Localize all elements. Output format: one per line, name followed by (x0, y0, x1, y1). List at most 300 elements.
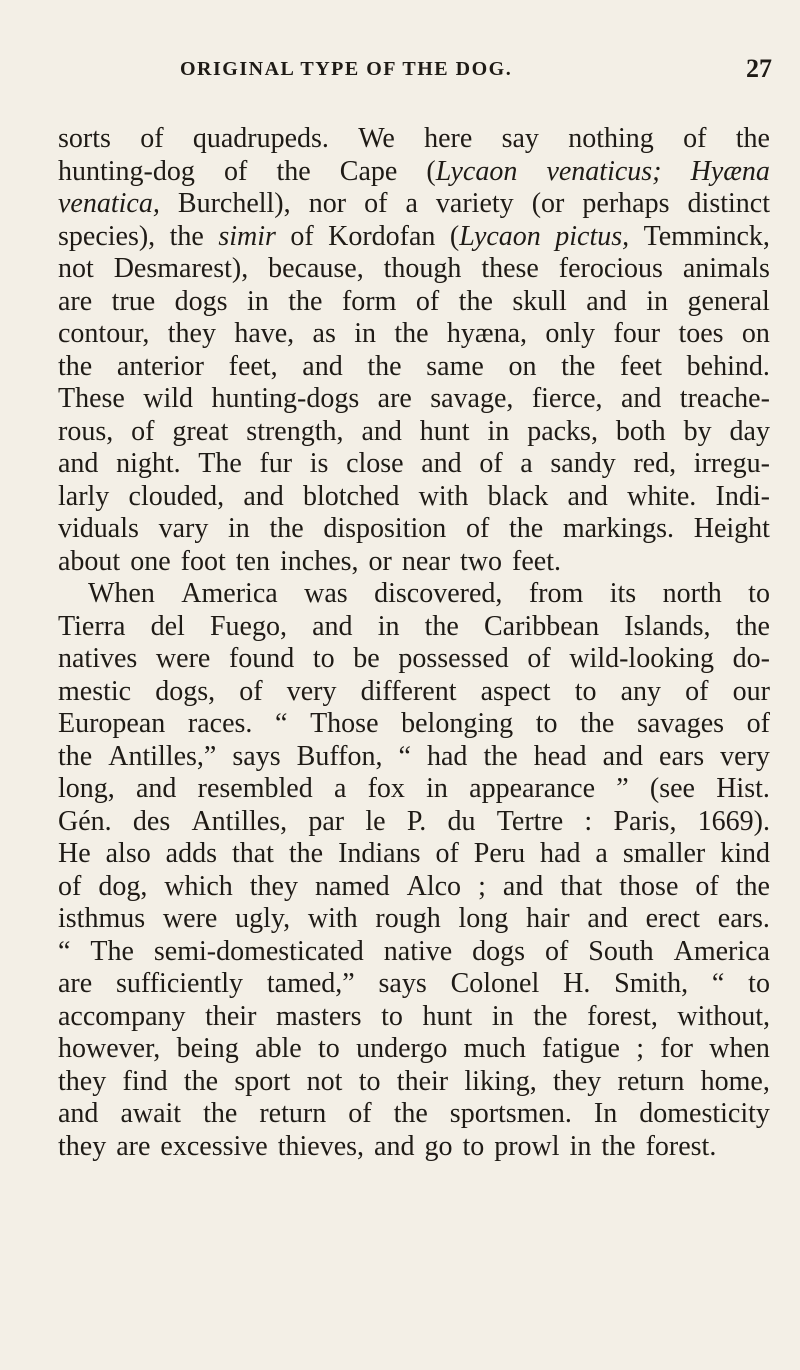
word: that (560, 870, 603, 902)
word: venaticus; (546, 155, 662, 187)
word: ugly, (235, 903, 291, 934)
word: viduals (58, 513, 139, 544)
word: markings. (562, 513, 675, 544)
word: do- (732, 643, 770, 674)
word: a (595, 838, 608, 869)
word: Antilles,” (108, 740, 217, 772)
word: red, (633, 448, 677, 479)
word: are (58, 285, 93, 317)
text-line (58, 838, 770, 871)
word: (see (649, 773, 695, 804)
word: was (304, 578, 348, 609)
word: named (314, 870, 390, 902)
word: says (378, 968, 427, 999)
word: a (520, 448, 533, 479)
page-number: 27 (746, 54, 772, 83)
word: though (383, 253, 462, 284)
word: about (58, 545, 121, 577)
word: to (748, 578, 770, 609)
text-line (58, 221, 770, 254)
word: its (609, 578, 637, 609)
text-line (58, 383, 770, 416)
word: del (150, 610, 185, 642)
word: H. (563, 968, 591, 999)
word: the (393, 1098, 428, 1129)
word: savage, (430, 383, 514, 414)
running-title: ORIGINAL TYPE OF THE DOG. (180, 58, 513, 80)
word: appearance (469, 773, 596, 804)
word: much (463, 1033, 526, 1064)
word: and (567, 480, 608, 512)
word: rough (375, 903, 441, 934)
word: only (545, 318, 596, 349)
word: of (239, 675, 263, 707)
word: Indians (338, 838, 421, 869)
word: ears. (717, 903, 770, 934)
text-line (58, 676, 770, 709)
word: These (58, 383, 125, 414)
word: “ (711, 968, 725, 999)
word: larly (58, 480, 110, 512)
word: nothing (568, 123, 654, 154)
word: liking, (464, 1065, 537, 1097)
word: the (367, 350, 402, 382)
word: Height (693, 513, 770, 544)
word: also (105, 838, 151, 869)
word: in (247, 285, 269, 317)
word: wild (143, 383, 194, 414)
word: and (586, 285, 627, 317)
word: these (481, 253, 539, 284)
word: contour, (58, 318, 150, 349)
word: the (735, 610, 770, 642)
word: general (687, 285, 770, 317)
word: not (306, 1065, 343, 1097)
word: the (288, 285, 323, 317)
word: and (243, 480, 284, 512)
word: sufficiently (116, 968, 244, 999)
word: and (312, 610, 353, 642)
word: Those (310, 708, 379, 739)
word: different (360, 675, 457, 707)
word: erect (645, 903, 701, 934)
word: simir (218, 220, 276, 252)
word: home, (700, 1065, 770, 1097)
word: isthmus (58, 903, 146, 934)
word: very (286, 675, 337, 707)
word: in (491, 1000, 514, 1032)
word: of (685, 675, 709, 707)
word: prowl (494, 1130, 560, 1162)
word: find (122, 1065, 168, 1097)
word: however, (58, 1033, 161, 1064)
word: du (447, 805, 476, 837)
word: Antilles, (191, 805, 288, 837)
word: of (364, 188, 388, 219)
word: in (426, 773, 448, 804)
word: night. (116, 448, 181, 479)
word: of (224, 155, 248, 187)
text-line (58, 416, 770, 449)
word: venatica, (58, 188, 160, 219)
word: treache- (679, 383, 770, 414)
word: great (172, 415, 229, 447)
word: close (346, 448, 404, 479)
word: feet, (228, 350, 278, 382)
word: and (421, 448, 462, 479)
word: hair (526, 903, 570, 934)
word: Islands, (624, 610, 711, 642)
word: America (673, 935, 770, 967)
word: Fuego, (209, 610, 287, 642)
word: races. (187, 708, 253, 739)
word: in (228, 513, 250, 544)
word: hunting-dogs (211, 383, 360, 414)
word: the (580, 708, 615, 739)
word: had (540, 838, 581, 869)
word: dogs (472, 935, 526, 967)
word: to (574, 675, 597, 707)
word: because, (268, 253, 364, 284)
word: here (424, 123, 473, 154)
text-line (58, 1001, 770, 1034)
word: our (732, 675, 770, 707)
word: Paris, (613, 805, 677, 837)
word: semi-domesticated (153, 935, 364, 967)
word: par (308, 805, 345, 837)
word: blotched (303, 480, 400, 512)
word: of (348, 1098, 372, 1129)
word: the (203, 1098, 238, 1129)
word: are (377, 383, 412, 414)
word: of (545, 935, 569, 967)
word: sportsmen. (449, 1098, 572, 1129)
word: day (729, 415, 770, 447)
word: when (709, 1033, 770, 1064)
text-line (58, 741, 770, 774)
word: Gén. (58, 805, 112, 837)
text-line (58, 578, 770, 611)
word: and (136, 773, 177, 804)
word: of (695, 870, 719, 902)
text-line (58, 968, 770, 1001)
word: the (483, 740, 518, 772)
word: to (358, 1065, 381, 1097)
word: dogs (174, 285, 228, 317)
word: found (228, 643, 295, 674)
word: the (533, 1000, 568, 1032)
word: and (302, 350, 343, 382)
word: discovered, (374, 578, 503, 609)
word: both (615, 415, 666, 447)
word: the (183, 1065, 219, 1097)
word: perhaps (582, 188, 670, 219)
word: irregu- (693, 448, 770, 479)
word: des (132, 805, 171, 837)
word: which (164, 870, 233, 902)
word: inches, (279, 545, 359, 577)
word: fox (367, 773, 405, 804)
word: Tierra (58, 610, 126, 642)
word: Peru (473, 838, 526, 869)
word: and (502, 870, 544, 902)
text-line (58, 286, 770, 319)
word: they (553, 1065, 602, 1097)
text-line (58, 253, 770, 286)
word: ferocious (558, 253, 663, 284)
word: go (424, 1130, 453, 1162)
word: in (646, 285, 668, 317)
word: near (401, 545, 451, 577)
word: Buffon, (296, 740, 383, 772)
word: the (394, 318, 429, 349)
word: the (735, 123, 770, 154)
word: P. (406, 805, 427, 837)
text-line (58, 513, 770, 546)
word: disposition (323, 513, 447, 544)
word: true (111, 285, 156, 317)
word: behind. (686, 350, 770, 382)
word: tamed,” (266, 968, 355, 999)
word: undergo (356, 1033, 448, 1064)
word: sport (234, 1065, 291, 1097)
word: four (613, 318, 661, 349)
word: : (584, 805, 593, 837)
word: hunt (419, 415, 470, 447)
word: feet. (512, 545, 561, 577)
word: fatigue (542, 1033, 620, 1064)
word: being (176, 1033, 239, 1064)
word: strength, (246, 415, 344, 447)
word: that (231, 838, 274, 869)
word: any (620, 675, 662, 707)
word: of (465, 513, 490, 544)
word: kind (720, 838, 770, 869)
word: hunt (422, 1000, 473, 1032)
word: dogs, (155, 675, 216, 707)
word: The (198, 448, 242, 479)
word: a (333, 773, 347, 804)
text-line (58, 611, 770, 644)
word: the (169, 220, 204, 252)
word: of (746, 708, 770, 739)
word: on (741, 318, 770, 349)
word: of (290, 220, 314, 252)
word: ; (478, 870, 486, 902)
text-line (58, 1098, 770, 1131)
word: We (358, 123, 395, 154)
text-line (58, 903, 770, 936)
word: in (377, 610, 400, 642)
word: in (569, 1130, 592, 1162)
word: to (381, 1000, 403, 1032)
word: to (318, 1033, 340, 1064)
word: belonging (401, 708, 514, 739)
word: the (288, 838, 324, 869)
word: the (58, 350, 93, 382)
word: they (58, 1130, 107, 1162)
word: white. (627, 480, 697, 512)
word: they (167, 318, 216, 349)
word: mestic (58, 675, 132, 707)
word: able (255, 1033, 302, 1064)
word: rous, (58, 415, 114, 447)
word: fur (259, 448, 293, 479)
word: a (405, 188, 418, 219)
text-line (58, 806, 770, 839)
word: to (312, 643, 335, 674)
word: head (533, 740, 587, 772)
word: domesticity (639, 1098, 770, 1129)
word: and (602, 740, 644, 772)
word: quadrupeds. (192, 123, 329, 154)
word: for (660, 1033, 693, 1064)
word: and (58, 1098, 99, 1129)
word: of (131, 415, 155, 447)
word: toes (678, 318, 724, 349)
text-line (58, 1131, 770, 1164)
text-line (58, 448, 770, 481)
word: nor (308, 188, 347, 219)
word: the (424, 610, 459, 642)
word: possessed (398, 643, 509, 674)
word: 1669). (697, 805, 770, 837)
word: anterior (116, 350, 204, 382)
word: clouded, (128, 480, 225, 512)
word: Desmarest), (113, 253, 249, 284)
word: on (508, 350, 537, 382)
word: the (58, 740, 93, 772)
word: ears (659, 740, 705, 772)
text-line (58, 936, 770, 969)
word: In (593, 1098, 618, 1129)
word: had (426, 740, 468, 772)
word: from (528, 578, 584, 609)
word: the (735, 870, 770, 902)
word: smaller (622, 838, 706, 869)
word: the (508, 513, 544, 544)
text-line (58, 643, 770, 676)
word: long (458, 903, 509, 934)
word: form (341, 285, 397, 317)
word: to (462, 1130, 485, 1162)
word: feet (620, 350, 662, 382)
word: ; (636, 1033, 644, 1064)
word: of (58, 870, 82, 902)
word: with (418, 480, 469, 512)
word: are (116, 1130, 151, 1162)
text-line (58, 351, 770, 384)
word: and (374, 1130, 415, 1162)
word: sandy (550, 448, 616, 479)
word: to (748, 968, 770, 999)
word: packs, (527, 415, 598, 447)
word: “ (58, 935, 71, 967)
word: have, (234, 318, 295, 349)
word: by (683, 415, 712, 447)
word: aspect (480, 675, 551, 707)
word: Hyæna (690, 155, 770, 187)
word: await (120, 1098, 182, 1129)
word: Tertre (496, 805, 564, 837)
word: (or (531, 188, 565, 219)
word: Burchell), (177, 188, 291, 219)
word: of (479, 448, 503, 479)
word: with (307, 903, 358, 934)
word: wild-looking (569, 643, 714, 674)
word: the (269, 513, 304, 544)
word: the (561, 350, 596, 382)
text-line (58, 708, 770, 741)
word: thieves, (277, 1130, 365, 1162)
word: two (460, 545, 503, 577)
word: South (588, 935, 654, 967)
word: is (309, 448, 329, 479)
word: and (58, 448, 99, 479)
word: the (276, 155, 311, 187)
text-line (58, 546, 770, 579)
word: resembled (197, 773, 313, 804)
word: species), (58, 220, 156, 252)
text-line (58, 481, 770, 514)
text-line (58, 871, 770, 904)
word: The (90, 935, 134, 967)
word: masters (276, 1000, 362, 1032)
word: of (527, 643, 551, 674)
word: were (162, 903, 218, 934)
word: forest, (587, 1000, 658, 1032)
word: natives (58, 643, 138, 674)
word: excessive (160, 1130, 268, 1162)
word: accompany (58, 1000, 186, 1032)
word: very (720, 740, 770, 772)
word: their (396, 1065, 449, 1097)
word: When (88, 578, 155, 609)
word: fierce, (531, 383, 603, 414)
word: Indi- (715, 480, 770, 512)
word: be (353, 643, 380, 674)
word: variety (435, 188, 514, 219)
word: are (58, 968, 93, 999)
text-line (58, 318, 770, 351)
word: return (617, 1065, 685, 1097)
word: same (426, 350, 484, 382)
word: their (205, 1000, 257, 1032)
word: Caribbean (484, 610, 600, 642)
word: the (458, 285, 493, 317)
word: Alco (406, 870, 462, 902)
word: America (181, 578, 278, 609)
word: foot (180, 545, 226, 577)
word: ” (616, 773, 629, 804)
text-line (58, 156, 770, 189)
word: say (501, 123, 539, 154)
word: of (415, 285, 440, 317)
word: hunting-dog (58, 155, 195, 187)
word: (Lycaon (426, 155, 518, 187)
text-line (58, 1033, 770, 1066)
word: savages (636, 708, 725, 739)
text-line (58, 1066, 770, 1099)
word: were (155, 643, 211, 674)
word: animals (682, 253, 770, 284)
word: they (249, 870, 298, 902)
word: Kordofan (328, 220, 436, 252)
word: skull (512, 285, 567, 317)
word: north (662, 578, 722, 609)
word: and (620, 383, 662, 414)
text-line (58, 188, 770, 221)
